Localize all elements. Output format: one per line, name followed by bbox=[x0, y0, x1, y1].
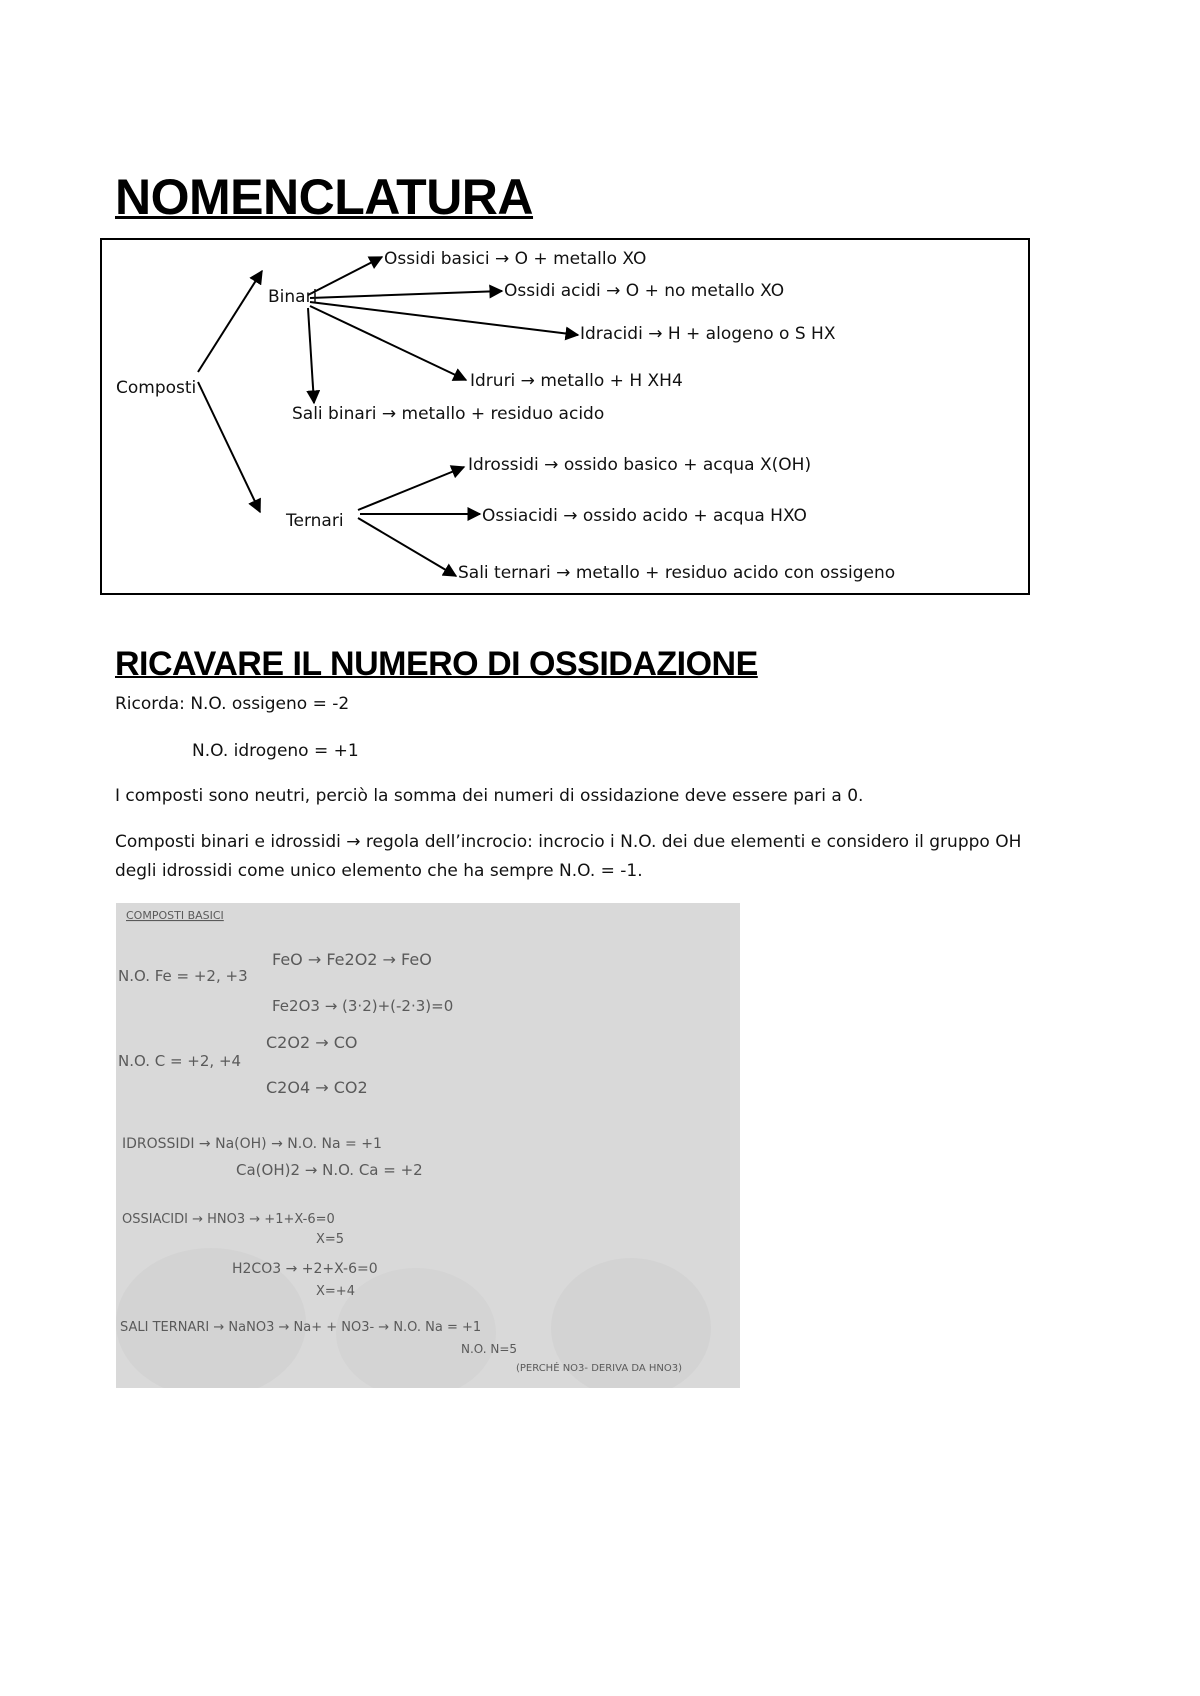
hw-idrossidi-2: Ca(OH)2 → N.O. Ca = +2 bbox=[236, 1161, 423, 1179]
handwritten-notes-photo bbox=[116, 903, 740, 1388]
nomenclature-diagram bbox=[100, 238, 1030, 595]
hw-sali-note: (PERCHÉ NO3- DERIVA DA HNO3) bbox=[516, 1363, 683, 1374]
hw-header: COMPOSTI BASICI bbox=[126, 909, 224, 922]
hw-sali-ternari: SALI TERNARI → NaNO3 → Na+ + NO3- → N.O. Na = +1 bbox=[120, 1320, 482, 1335]
hw-ossiacidi-2: H2CO3 → +2+X-6=0 bbox=[232, 1261, 378, 1277]
arrow-binari-idracidi bbox=[310, 302, 578, 335]
paragraph-neutral: I composti sono neutri, perciò la somma dei numeri di ossidazione deve essere pari a 0. bbox=[115, 786, 864, 806]
hw-ossiacidi-x2: X=+4 bbox=[316, 1284, 355, 1299]
arrow-binari-ossidi-acidi bbox=[310, 291, 502, 298]
hw-ossiacidi: OSSIACIDI → HNO3 → +1+X-6=0 bbox=[122, 1212, 335, 1227]
hw-c-no: N.O. C = +2, +4 bbox=[118, 1052, 242, 1070]
node-ossidi-basici: Ossidi basici → O + metallo XO bbox=[384, 249, 647, 269]
paragraph-crossing-rule: Composti binari e idrossidi → regola dell’incrocio: incrocio i N.O. dei due elementi e considero il gruppo OH bbox=[115, 832, 1022, 852]
hw-c-line2: C2O4 → CO2 bbox=[266, 1078, 368, 1097]
arrow-binari-sali-binari bbox=[308, 308, 314, 403]
diagram-arrows bbox=[102, 240, 1032, 597]
node-sali-binari: Sali binari → metallo + residuo acido bbox=[292, 404, 605, 424]
handwritten-notes bbox=[116, 903, 740, 1388]
node-sali-ternari: Sali ternari → metallo + residuo acido con ossigeno bbox=[458, 563, 896, 583]
arrow-composti-binari bbox=[198, 271, 262, 372]
node-idracidi: Idracidi → H + alogeno o S HX bbox=[580, 324, 836, 344]
arrow-ternari-idrossidi bbox=[358, 467, 464, 510]
node-ternari: Ternari bbox=[286, 511, 344, 531]
paragraph-crossing-rule-cont: degli idrossidi come unico elemento che ha sempre N.O. = -1. bbox=[115, 861, 643, 881]
arrow-composti-ternari bbox=[198, 382, 260, 512]
node-binari: Binari bbox=[268, 287, 318, 307]
hw-fe-no: N.O. Fe = +2, +3 bbox=[118, 967, 248, 985]
hw-fe-line2: Fe2O3 → (3·2)+(-2·3)=0 bbox=[272, 997, 454, 1015]
node-composti: Composti bbox=[116, 378, 197, 398]
section-title: RICAVARE IL NUMERO DI OSSIDAZIONE bbox=[115, 645, 758, 683]
node-idrossidi: Idrossidi → ossido basico + acqua X(OH) bbox=[468, 455, 812, 475]
node-idruri: Idruri → metallo + H XH4 bbox=[470, 371, 683, 391]
arrow-ternari-sali-ternari bbox=[358, 518, 456, 576]
hw-c-line1: C2O2 → CO bbox=[266, 1033, 358, 1052]
arrow-binari-idruri bbox=[310, 306, 466, 380]
hw-fe-line1: FeO → Fe2O2 → FeO bbox=[272, 950, 432, 969]
hw-sali-no: N.O. N=5 bbox=[461, 1342, 518, 1356]
node-ossidi-acidi: Ossidi acidi → O + no metallo XO bbox=[504, 281, 785, 301]
hw-idrossidi: IDROSSIDI → Na(OH) → N.O. Na = +1 bbox=[122, 1136, 382, 1152]
reminder-hydrogen: N.O. idrogeno = +1 bbox=[192, 741, 359, 761]
arrow-binari-ossidi-basici bbox=[308, 257, 382, 295]
hw-ossiacidi-x1: X=5 bbox=[316, 1232, 345, 1247]
node-ossiacidi: Ossiacidi → ossido acido + acqua HXO bbox=[482, 506, 807, 526]
reminder-oxygen: Ricorda: N.O. ossigeno = -2 bbox=[115, 694, 350, 714]
page-title: NOMENCLATURA bbox=[115, 169, 534, 225]
